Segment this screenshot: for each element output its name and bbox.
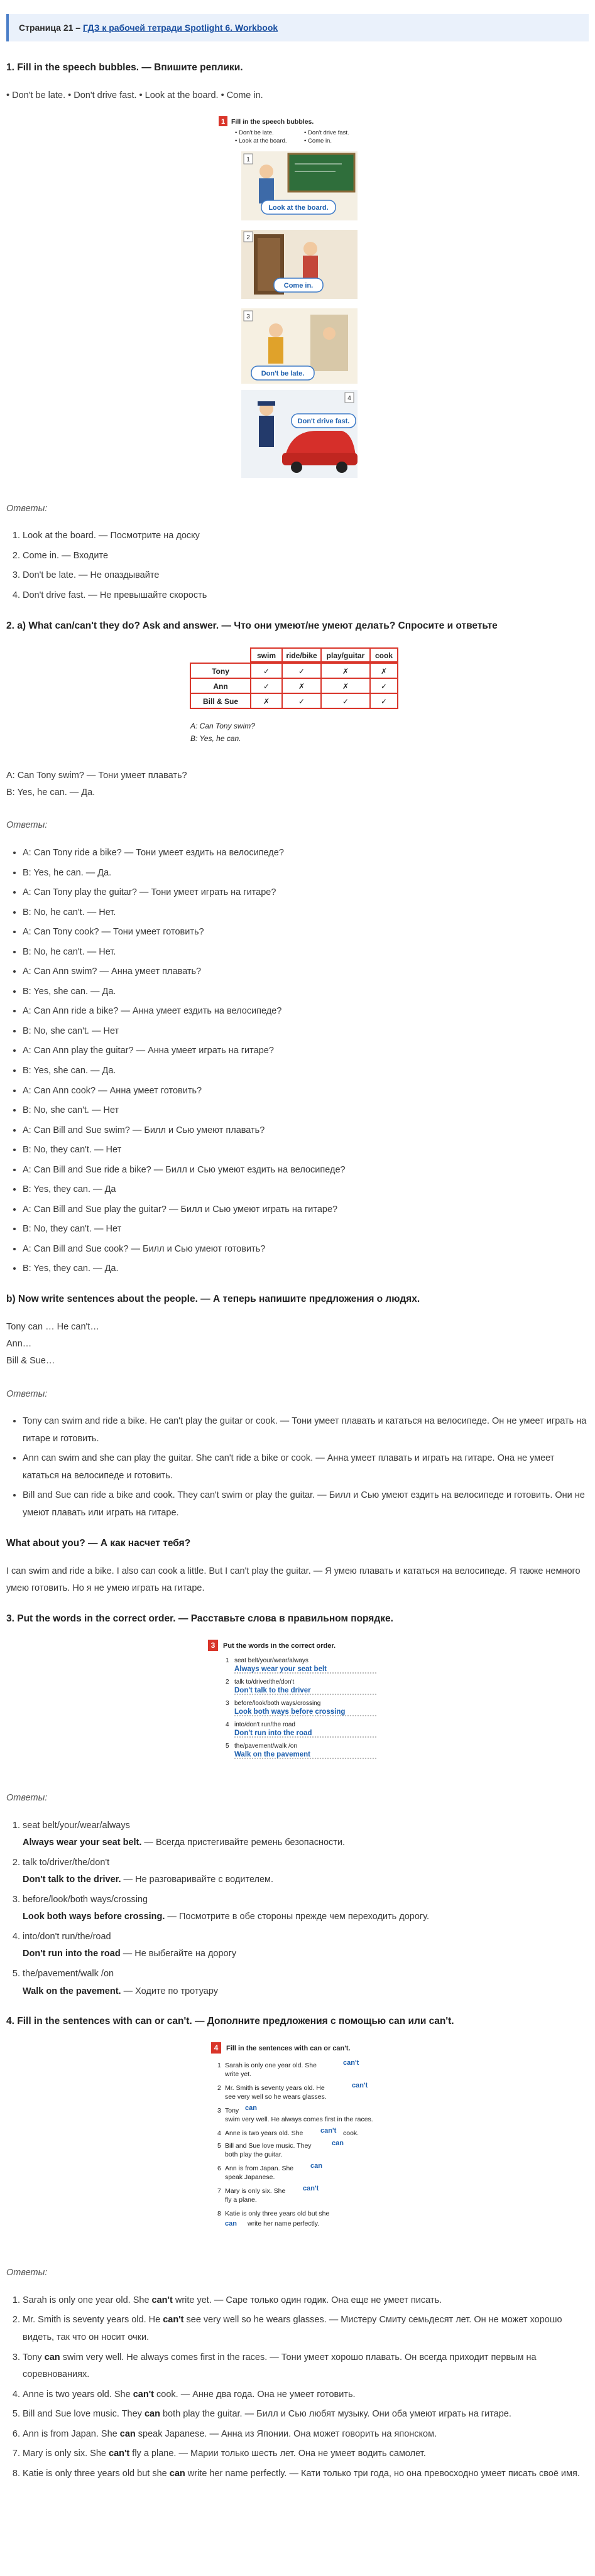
svg-text:seat belt/your/wear/always: seat belt/your/wear/always bbox=[234, 1657, 308, 1665]
svg-text:Ann is from Japan. She: Ann is from Japan. She bbox=[224, 2165, 293, 2173]
svg-text:Sarah is only one year old. Sh: Sarah is only one year old. She bbox=[224, 2062, 317, 2070]
svg-text:✗: ✗ bbox=[263, 696, 270, 706]
list-item: 4. Anne is two years old. She can't cook. — Анне два года. Она не умеет готовить. bbox=[23, 2386, 589, 2404]
ex3-answers-label: Ответы: bbox=[6, 1793, 48, 1804]
svg-text:can't: can't bbox=[320, 2127, 336, 2135]
ex2b-answers-label: Ответы: bbox=[6, 1388, 48, 1399]
svg-text:write her name perfectly.: write her name perfectly. bbox=[247, 2220, 319, 2228]
svg-text:both play the guitar.: both play the guitar. bbox=[224, 2151, 283, 2159]
ex1-figure-title: Fill in the speech bubbles. bbox=[231, 117, 314, 126]
ex2b-heading: b) Now write sentences about the people. — А теперь напишите предложения о людях. bbox=[6, 1293, 420, 1304]
svg-text:Mr. Smith is seventy years old: Mr. Smith is seventy years old. He bbox=[224, 2084, 325, 2092]
col-ride-bike: ride/bike bbox=[285, 651, 317, 660]
list-item: 6. Ann is from Japan. She can speak Japanese. — Анна из Японии. Она может говорить на японском. bbox=[23, 2426, 589, 2443]
ex1-heading: 1. Fill in the speech bubbles. — Впишите реплики. bbox=[6, 62, 243, 73]
list-item: • B: Yes, they can. — Да. bbox=[23, 1260, 589, 1278]
page-number: Страница 21 – bbox=[19, 23, 83, 33]
ex4-figure-title: Fill in the sentences with can or can't. bbox=[226, 2045, 351, 2053]
row-bill-sue: Bill & Sue bbox=[202, 696, 238, 706]
ex1-option-3: • Look at the board. bbox=[234, 137, 287, 144]
svg-text:Walk on the pavement: Walk on the pavement bbox=[234, 1751, 310, 1759]
svg-text:Always wear your seat belt: Always wear your seat belt bbox=[234, 1665, 327, 1674]
svg-text:✗: ✗ bbox=[342, 666, 349, 676]
ex1-phrases: • Don't be late. • Don't drive fast. • Look at the board. • Come in. bbox=[6, 90, 263, 101]
list-item: • A: Can Bill and Sue ride a bike? — Билл и Сью умеют ездить на велосипеде? bbox=[23, 1162, 589, 1179]
svg-text:can: can bbox=[224, 2220, 237, 2228]
svg-text:5: 5 bbox=[225, 1743, 229, 1750]
list-item: • A: Can Ann ride a bike? — Анна умеет ездить на велосипеде? bbox=[23, 1003, 589, 1020]
svg-text:talk to/driver/the/don't: talk to/driver/the/don't bbox=[234, 1679, 294, 1686]
svg-text:5: 5 bbox=[217, 2142, 221, 2150]
bubble-1: Look at the board. bbox=[268, 203, 329, 212]
ex3-answer-list bbox=[6, 1817, 589, 2000]
svg-text:8: 8 bbox=[217, 2210, 221, 2218]
list-item: • B: No, they can't. — Нет bbox=[23, 1221, 589, 1238]
svg-text:7: 7 bbox=[217, 2187, 221, 2195]
ex2a-ability-table bbox=[182, 646, 414, 752]
list-item: • A: Can Tony ride a bike? — Тони умеет ездить на велосипеде? bbox=[23, 845, 589, 862]
bubble-2: Come in. bbox=[283, 281, 313, 290]
ex2b-prompts bbox=[6, 1319, 589, 1369]
ex2b-answer-list bbox=[6, 1413, 589, 1522]
table-dialog-b: B: Yes, he can. bbox=[190, 733, 241, 743]
svg-text:can't: can't bbox=[342, 2059, 359, 2067]
ex2a-example bbox=[6, 767, 589, 801]
list-item: • Bill and Sue can ride a bike and cook. They can't swim or play the guitar. — Билл и Сью умеют ездить на велосипеде и готовить. Они не умеют плавать или играть на гитаре. bbox=[23, 1487, 589, 1522]
ex1-option-2: • Don't drive fast. bbox=[303, 129, 349, 136]
svg-text:✗: ✗ bbox=[342, 681, 349, 691]
svg-text:2: 2 bbox=[246, 234, 250, 241]
svg-text:✓: ✓ bbox=[380, 696, 387, 706]
svg-text:2: 2 bbox=[217, 2084, 221, 2092]
svg-text:Anne is two years old. She: Anne is two years old. She bbox=[224, 2130, 303, 2138]
svg-text:✓: ✓ bbox=[298, 696, 305, 706]
svg-text:✓: ✓ bbox=[263, 681, 270, 691]
list-item: • B: No, they can't. — Нет bbox=[23, 1142, 589, 1159]
svg-text:✓: ✓ bbox=[298, 666, 305, 676]
list-item: • Ann can swim and she can play the guitar. She can't ride a bike or cook. — Анна умеет плавать и играть на гитаре. Она не умеет кататься на велосипеде и готовить. bbox=[23, 1450, 589, 1485]
list-item: • B: Yes, he can. — Да. bbox=[23, 865, 589, 882]
ex3-workbook-image bbox=[207, 1638, 389, 1773]
list-item: • A: Can Ann cook? — Анна умеет готовить? bbox=[23, 1083, 589, 1100]
prompt-ann: Ann… bbox=[6, 1339, 32, 1350]
svg-text:speak Japanese.: speak Japanese. bbox=[224, 2173, 275, 2182]
svg-text:1: 1 bbox=[217, 2062, 221, 2070]
table-dialog-a: A: Can Tony swim? bbox=[190, 721, 255, 730]
list-item: 7. Mary is only six. She can't fly a plane. — Марии только шесть лет. Она не умеет водить самолет. bbox=[23, 2445, 589, 2463]
list-item: • A: Can Ann swim? — Анна умеет плавать? bbox=[23, 963, 589, 981]
ex1-figure-number: 1 bbox=[221, 117, 225, 126]
svg-text:4: 4 bbox=[225, 1721, 229, 1729]
list-item: • B: Yes, she can. — Да. bbox=[23, 983, 589, 1001]
svg-text:see very well so he wears glas: see very well so he wears glasses. bbox=[224, 2093, 327, 2101]
svg-text:fly a plane.: fly a plane. bbox=[224, 2196, 257, 2204]
list-item: • A: Can Bill and Sue play the guitar? — Билл и Сью умеют играть на гитаре? bbox=[23, 1201, 589, 1219]
svg-text:✓: ✓ bbox=[263, 666, 270, 676]
page-header bbox=[6, 14, 589, 41]
list-item: • Tony can swim and ride a bike. He can't play the guitar or cook. — Тони умеет плавать и кататься на велосипеде. Он не умеет играть на гитаре и готовить. bbox=[23, 1413, 589, 1448]
svg-text:3: 3 bbox=[246, 313, 250, 320]
svg-text:1: 1 bbox=[246, 156, 250, 163]
list-item: • B: No, she can't. — Нет bbox=[23, 1023, 589, 1041]
list-item: • B: Yes, they can. — Да bbox=[23, 1181, 589, 1199]
svg-text:3: 3 bbox=[217, 2107, 221, 2115]
svg-text:write yet.: write yet. bbox=[224, 2070, 251, 2079]
list-item: 3. before/look/both ways/crossing Look both ways before crossing. — Посмотрите в обе стороны прежде чем переходить дорогу. bbox=[23, 1891, 589, 1926]
list-item: 8. Katie is only three years old but she can write her name perfectly. — Кати только три года, но она превосходно умеет писать своё имя. bbox=[23, 2465, 589, 2483]
list-item: 5. Bill and Sue love music. They can both play the guitar. — Билл и Сью любят музыку. Они оба умеют играть на гитаре. bbox=[23, 2406, 589, 2423]
list-item: 2. Come in. — Входите bbox=[23, 548, 589, 565]
about-you-heading: What about you? — А как насчет тебя? bbox=[6, 1537, 191, 1549]
row-tony: Tony bbox=[211, 666, 229, 676]
list-item: 1. Sarah is only one year old. She can't write yet. — Саре только один годик. Она еще не умеет писать. bbox=[23, 2292, 589, 2310]
bubble-3: Don't be late. bbox=[261, 369, 304, 377]
list-item: 3. Don't be late. — Не опаздывайте bbox=[23, 567, 589, 585]
svg-text:3: 3 bbox=[225, 1700, 229, 1707]
list-item: • A: Can Bill and Sue cook? — Билл и Сью умеют готовить? bbox=[23, 1241, 589, 1258]
svg-text:can't: can't bbox=[351, 2082, 368, 2090]
list-item: 5. the/pavement/walk /on Walk on the pavement. — Ходите по тротуару bbox=[23, 1966, 589, 2000]
ex2a-answer-list bbox=[6, 845, 589, 1278]
svg-text:✗: ✗ bbox=[380, 666, 387, 676]
svg-text:cook.: cook. bbox=[342, 2130, 359, 2138]
ex1-scene-late bbox=[241, 308, 358, 384]
col-play-guitar: play/guitar bbox=[326, 651, 364, 660]
example-question: A: Can Tony swim? — Тони умеет плавать? bbox=[6, 770, 187, 781]
svg-text:6: 6 bbox=[217, 2165, 221, 2173]
ex3-heading: 3. Put the words in the correct order. — Расставьте слова в правильном порядке. bbox=[6, 1613, 393, 1624]
prompt-tony: Tony can … He can't… bbox=[6, 1322, 99, 1333]
list-item: • B: No, he can't. — Нет. bbox=[23, 944, 589, 961]
list-item: 1. Look at the board. — Посмотрите на доску bbox=[23, 528, 589, 545]
list-item: 3. Tony can swim very well. He always comes first in the races. — Тони умеет хорошо плавать. Он всегда приходит первым на соревнованиях. bbox=[23, 2349, 589, 2384]
svg-text:Mary is only six. She: Mary is only six. She bbox=[224, 2187, 285, 2195]
svg-text:Tony: Tony bbox=[224, 2107, 239, 2115]
list-item: • B: No, he can't. — Нет. bbox=[23, 904, 589, 922]
ex1-scene-door bbox=[241, 230, 358, 299]
svg-text:into/don't run/the road: into/don't run/the road bbox=[234, 1721, 295, 1729]
list-item: • A: Can Tony play the guitar? — Тони умеет играть на гитаре? bbox=[23, 884, 589, 902]
svg-text:Katie is only three years old: Katie is only three years old but she bbox=[224, 2210, 329, 2218]
row-ann: Ann bbox=[212, 681, 228, 691]
svg-text:Don't run into the road: Don't run into the road bbox=[234, 1729, 312, 1738]
list-item: • B: Yes, she can. — Да. bbox=[23, 1063, 589, 1080]
ex1-option-4: • Come in. bbox=[303, 137, 332, 144]
svg-text:4: 4 bbox=[347, 394, 351, 402]
prompt-bill-sue: Bill & Sue… bbox=[6, 1355, 55, 1366]
ex4-workbook-image bbox=[210, 2041, 386, 2248]
list-item: 4. Don't drive fast. — Не превышайте скорость bbox=[23, 587, 589, 605]
ex1-workbook-image bbox=[216, 114, 379, 484]
list-item: 2. Mr. Smith is seventy years old. He can't see very well so he wears glasses. — Мистеру Смиту семьдесят лет. Он не может хорошо видеть, так что он носит очки. bbox=[23, 2312, 589, 2346]
svg-text:swim very well. He always come: swim very well. He always comes first in the races. bbox=[224, 2116, 373, 2124]
svg-text:the/pavement/walk /on: the/pavement/walk /on bbox=[234, 1743, 297, 1750]
list-item: 2. talk to/driver/the/don't Don't talk to the driver. — Не разговаривайте с водителем. bbox=[23, 1854, 589, 1889]
ex1-scene-classroom bbox=[241, 151, 358, 220]
svg-text:4: 4 bbox=[217, 2130, 221, 2138]
ex3-figure-title: Put the words in the correct order. bbox=[222, 1642, 336, 1650]
svg-text:✓: ✓ bbox=[380, 681, 387, 691]
ex2a-heading: 2. a) What can/can't they do? Ask and answer. — Что они умеют/не умеют делать? Спросите и ответьте bbox=[6, 620, 498, 631]
svg-text:can: can bbox=[331, 2140, 344, 2148]
svg-text:can't: can't bbox=[302, 2185, 319, 2193]
list-item: 1. seat belt/your/wear/always Always wear your seat belt. — Всегда пристегивайте ремень безопасности. bbox=[23, 1817, 589, 1852]
ex1-answer-list bbox=[6, 528, 589, 604]
svg-text:Look both ways before crossing: Look both ways before crossing bbox=[234, 1708, 345, 1716]
svg-text:Bill and Sue love music. They: Bill and Sue love music. They bbox=[224, 2142, 312, 2150]
col-swim: swim bbox=[256, 651, 276, 660]
example-answer: B: Yes, he can. — Да. bbox=[6, 787, 96, 798]
col-cook: cook bbox=[374, 651, 393, 660]
bubble-4: Don't drive fast. bbox=[297, 417, 349, 425]
svg-text:can: can bbox=[244, 2104, 257, 2113]
list-item: • A: Can Ann play the guitar? — Анна умеет играть на гитаре? bbox=[23, 1042, 589, 1060]
about-you-text: I can swim and ride a bike. I also can cook a little. But I can't play the guitar. — Я умею плавать и кататься на велосипеде. Я также немного умею готовить. Но я не умею играть на гитаре. bbox=[6, 1566, 581, 1594]
ex4-heading: 4. Fill in the sentences with can or can't. — Дополните предложения с помощью can или can't. bbox=[6, 2016, 454, 2027]
svg-text:✗: ✗ bbox=[298, 681, 305, 691]
svg-text:can: can bbox=[310, 2162, 322, 2170]
ex4-answers-label: Ответы: bbox=[6, 2268, 48, 2278]
svg-text:1: 1 bbox=[225, 1657, 229, 1665]
list-item: • A: Can Tony cook? — Тони умеет готовить? bbox=[23, 924, 589, 941]
list-item: 4. into/don't run/the/road Don't run into the road — Не выбегайте на дорогу bbox=[23, 1929, 589, 1963]
list-item: • A: Can Bill and Sue swim? — Билл и Сью умеют плавать? bbox=[23, 1122, 589, 1140]
svg-text:3: 3 bbox=[210, 1641, 215, 1650]
svg-text:✓: ✓ bbox=[342, 696, 349, 706]
ex1-scene-car bbox=[241, 390, 358, 478]
workbook-link[interactable]: ГДЗ к рабочей тетради Spotlight 6. Workbook bbox=[82, 23, 278, 33]
ex1-answers-label: Ответы: bbox=[6, 503, 48, 514]
svg-text:before/look/both ways/crossing: before/look/both ways/crossing bbox=[234, 1700, 320, 1707]
ex2a-answers-label: Ответы: bbox=[6, 820, 48, 831]
svg-text:Don't talk to the driver: Don't talk to the driver bbox=[234, 1687, 311, 1695]
ex1-option-1: • Don't be late. bbox=[234, 129, 274, 136]
svg-text:2: 2 bbox=[225, 1679, 229, 1686]
list-item: • B: No, she can't. — Нет bbox=[23, 1102, 589, 1120]
ex4-answer-list bbox=[6, 2292, 589, 2482]
svg-text:4: 4 bbox=[214, 2043, 218, 2053]
